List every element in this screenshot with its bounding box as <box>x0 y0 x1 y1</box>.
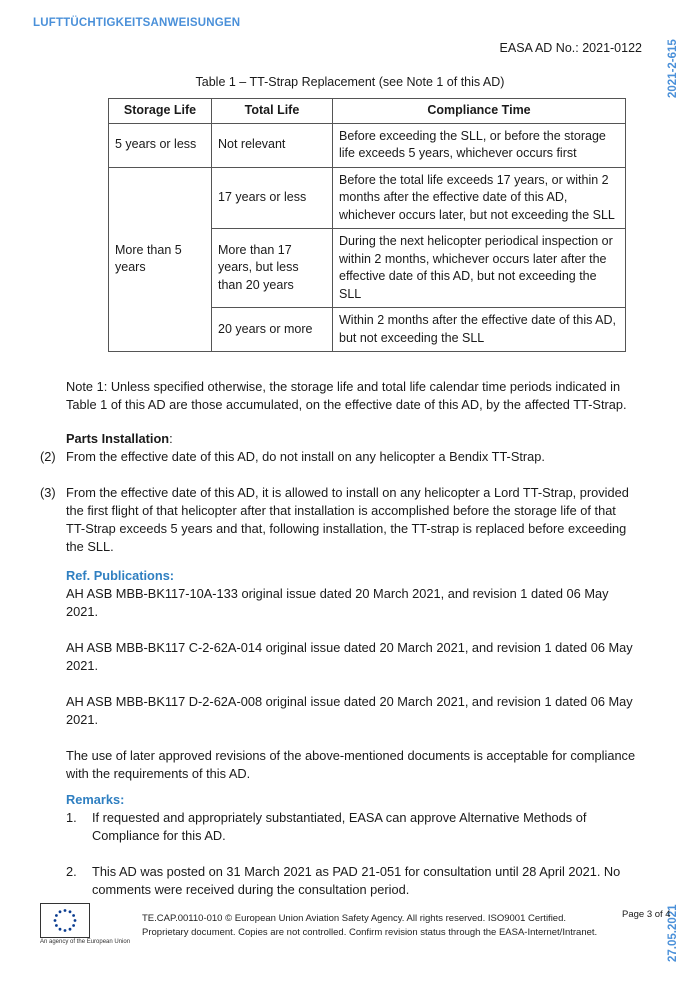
tt-strap-table <box>108 98 626 352</box>
document-category-label: LUFTTÜCHTIGKEITSANWEISUNGEN <box>33 17 241 29</box>
cell-storage-life: More than 5 years <box>109 167 212 352</box>
footer-text <box>142 912 597 939</box>
table-header-row <box>109 99 626 124</box>
item-number: 1. <box>66 810 77 825</box>
parts-installation-section <box>40 430 638 556</box>
cell-compliance: Before exceeding the SLL, or before the storage life exceeds 5 years, whichever occurs first <box>333 123 626 167</box>
header-total-life: Total Life <box>212 99 333 124</box>
cell-total-life: More than 17 years, but less than 20 years <box>212 229 333 308</box>
note-1 <box>66 378 638 414</box>
list-item <box>66 863 638 899</box>
cell-compliance: During the next helicopter periodical inspection or within 2 months, whichever occurs later after the effective date of this AD, but not exceeding the SLL <box>333 229 626 308</box>
header-compliance-time: Compliance Time <box>333 99 626 124</box>
cell-total-life: 20 years or more <box>212 308 333 352</box>
list-item <box>40 484 638 556</box>
footer-line-2: Proprietary document. Copies are not controlled. Confirm revision status through the EASA-Internet/Intranet. <box>142 926 598 938</box>
item-number: (3) <box>40 485 56 500</box>
list-item <box>66 809 638 845</box>
remarks-heading: Remarks: <box>66 792 125 807</box>
item-text: If requested and appropriately substantiated, EASA can approve Alternative Methods of Compliance for this AD. <box>92 810 587 843</box>
cell-compliance: Before the total life exceeds 17 years, or within 2 months after the effective date of this AD, whichever occurs later, but not exceeding the SLL <box>333 167 626 229</box>
list-item <box>40 448 638 466</box>
parts-installation-heading: Parts Installation <box>66 431 170 446</box>
table-row <box>109 167 626 229</box>
side-date: 27.05.2021 <box>667 904 679 962</box>
eu-stars-icon <box>41 904 89 937</box>
publication-item: AH ASB MBB-BK117 D-2-62A-008 original issue dated 20 March 2021, and revision 1 dated 06 May 2021. <box>66 694 633 727</box>
note-1-text: Note 1: Unless specified otherwise, the storage life and total life calendar time periods indicated in Table 1 of this AD are those accumulated, on the effective date of this AD, by the affected TT-Strap. <box>66 379 627 412</box>
ref-publications-heading: Ref. Publications: <box>66 568 175 583</box>
eu-flag-logo <box>40 903 90 938</box>
cell-total-life: Not relevant <box>212 123 333 167</box>
ad-number: EASA AD No.: 2021-0122 <box>499 41 642 55</box>
cell-compliance: Within 2 months after the effective date of this AD, but not exceeding the SLL <box>333 308 626 352</box>
remarks-section <box>66 791 638 899</box>
later-revisions-text: The use of later approved revisions of the above-mentioned documents is acceptable for compliance with the requirements of this AD. <box>66 748 636 781</box>
ref-publications-section <box>66 567 638 783</box>
footer-line-1: TE.CAP.00110-010 © European Union Aviation Safety Agency. All rights reserved. ISO9001 Certified. <box>142 913 567 924</box>
item-number: 2. <box>66 864 77 879</box>
header-storage-life: Storage Life <box>109 99 212 124</box>
heading-colon: : <box>169 431 173 446</box>
eu-agency-caption: An agency of the European Union <box>40 939 131 945</box>
publication-item: AH ASB MBB-BK117 C-2-62A-014 original issue dated 20 March 2021, and revision 1 dated 06 May 2021. <box>66 640 633 673</box>
item-number: (2) <box>40 449 56 464</box>
cell-storage-life: 5 years or less <box>109 123 212 167</box>
item-text: This AD was posted on 31 March 2021 as PAD 21-051 for consultation until 28 April 2021. No comments were received during the consultation period. <box>92 864 621 897</box>
item-text: From the effective date of this AD, it is allowed to install on any helicopter a Lord TT-Strap, provided the first flight of that helicopter after that installation is accomplished before the storage life of that TT-Strap exceeds 5 years and that, following installation, the TT-strap is replaced before exceeding the SLL. <box>66 485 629 554</box>
side-reference-number: 2021-2-615 <box>667 39 679 98</box>
table-row <box>109 123 626 167</box>
cell-total-life: 17 years or less <box>212 167 333 229</box>
page-number: Page 3 of 4 <box>622 909 671 920</box>
table-caption: Table 1 – TT-Strap Replacement (see Note 1 of this AD) <box>195 75 505 89</box>
publication-item: AH ASB MBB-BK117-10A-133 original issue dated 20 March 2021, and revision 1 dated 06 May 2021. <box>66 586 609 619</box>
item-text: From the effective date of this AD, do not install on any helicopter a Bendix TT-Strap. <box>66 449 545 464</box>
